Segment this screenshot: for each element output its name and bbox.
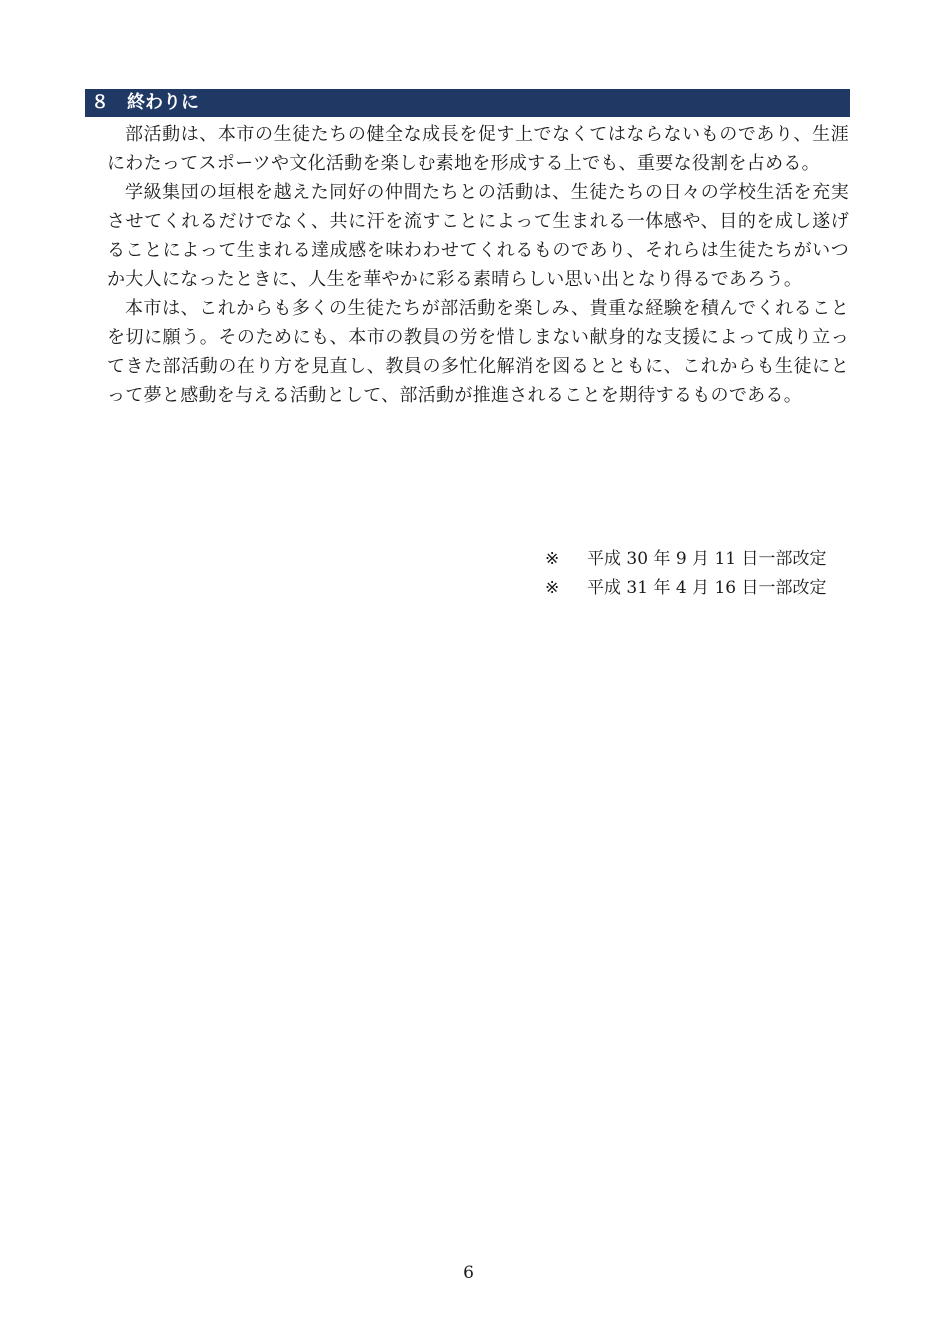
section-title: 終わりに bbox=[127, 92, 199, 113]
page-number: 6 bbox=[463, 1263, 474, 1283]
revision-note bbox=[545, 545, 827, 574]
revision-notes bbox=[545, 545, 827, 603]
paragraph: 部活動は、本市の生徒たちの健全な成長を促す上でなくてはならないものであり、生涯にわたってスポーツや文化活動を楽しむ素地を形成する上でも、重要な役割を占める。 bbox=[107, 124, 849, 174]
reference-mark: ※ bbox=[545, 578, 560, 598]
paragraph: 学級集団の垣根を越えた同好の仲間たちとの活動は、生徒たちの日々の学校生活を充実させてくれるだけでなく、共に汗を流すことによって生まれる一体感や、目的を成し遂げることによって生まれる達成感を味わわせてくれるものであり、それらは生徒たちがいつか大人になったときに、人生を華やかに彩る素晴らしい思い出となり得るであろう。 bbox=[107, 182, 849, 290]
section-header bbox=[85, 89, 850, 117]
revision-note bbox=[545, 574, 827, 603]
section-number: ８ bbox=[91, 92, 109, 113]
revision-text: 平成 30 年 9 月 11 日一部改定 bbox=[587, 549, 827, 569]
reference-mark: ※ bbox=[545, 549, 560, 569]
body-text bbox=[107, 120, 849, 410]
paragraph: 本市は、これからも多くの生徒たちが部活動を楽しみ、貴重な経験を積んでくれることを切に願う。そのためにも、本市の教員の労を惜しまない献身的な支援によって成り立ってきた部活動の在り方を見直し、教員の多忙化解消を図るとともに、これからも生徒にとって夢と感動を与える活動として、部活動が推進されることを期待するものである。 bbox=[107, 298, 849, 406]
revision-text: 平成 31 年 4 月 16 日一部改定 bbox=[587, 578, 827, 598]
